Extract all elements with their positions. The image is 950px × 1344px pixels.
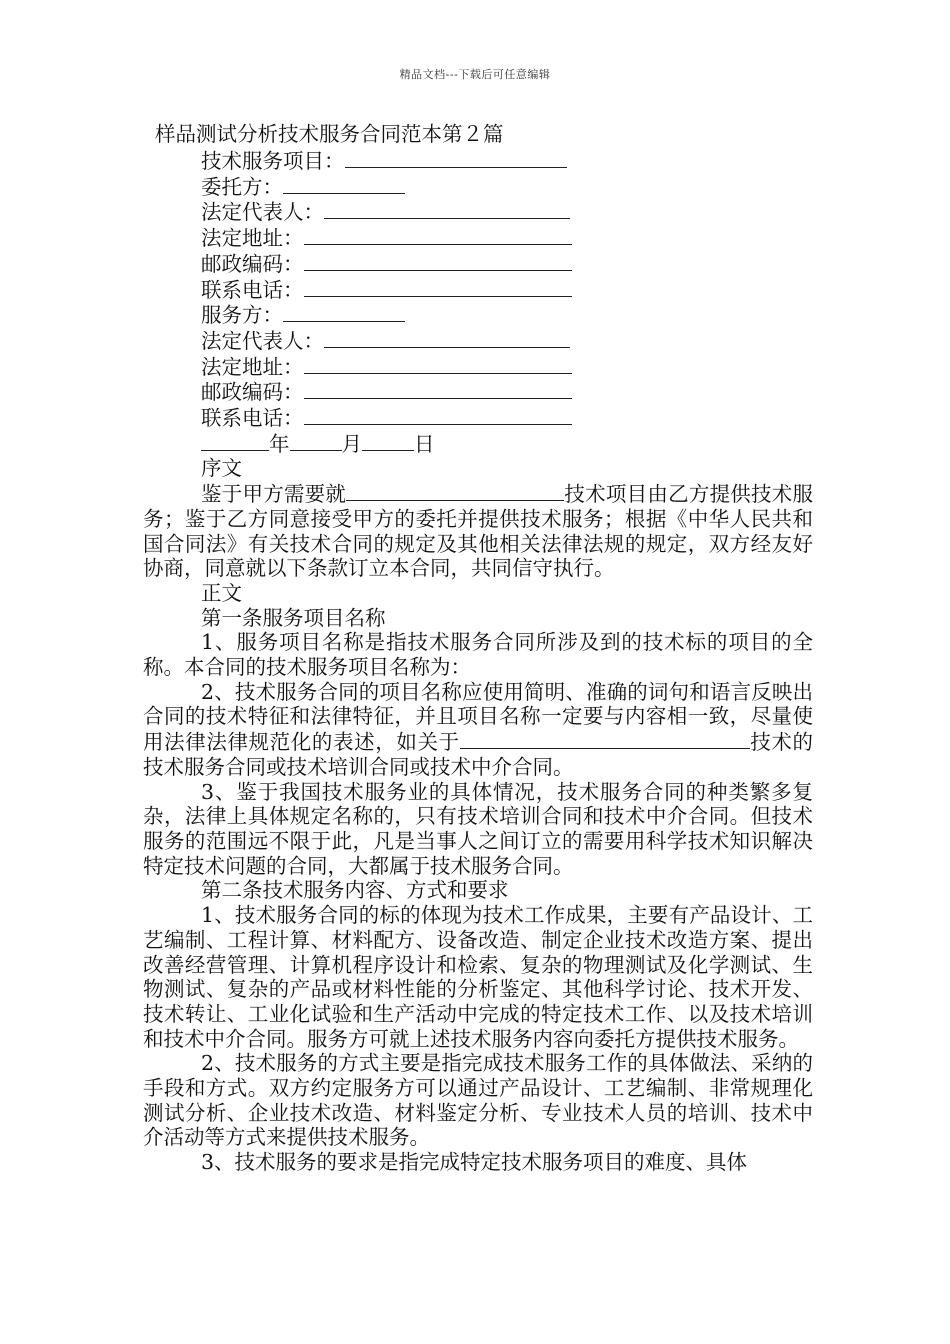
fill-blank xyxy=(304,379,572,399)
fill-blank xyxy=(283,174,405,194)
article-2-paragraph-1: 1、技术服务合同的标的体现为技术工作成果，主要有产品设计、工艺编制、工程计算、材料配方、设备改造、制定企业技术改造方案、提出改善经营管理、计算机程序设计和检索、复杂的物理测试及化学测试、生物测试、复杂的产品或材料性能的分析鉴定、其他科学讨论、技术开发、技术转让、工业化试验和生产活动中完成的特定技术工作、以及技术培训和技术中介合同。服务方可就上述技术服务内容向委托方提供技术服务。 xyxy=(143,903,813,1051)
field-label: 法定地址： xyxy=(201,354,304,379)
fill-blank xyxy=(304,225,572,245)
document-title: 样品测试分析技术服务合同范本第２篇 xyxy=(155,122,504,146)
field-client-phone xyxy=(143,277,813,303)
article-2-paragraph-2: 2、技术服务的方式主要是指完成技术服务工作的具体做法、采纳的手段和方式。双方约定服务方可以通过产品设计、工艺编制、非常规理化测试分析、企业技术改造、材料鉴定分析、专业技术人员的培训、技术中介活动等方式来提供技术服务。 xyxy=(143,1051,813,1150)
field-provider-phone xyxy=(143,405,813,431)
article-2-paragraph-3: 3、技术服务的要求是指完成特定技术服务项目的难度、具体 xyxy=(201,1150,748,1175)
field-label: 法定代表人： xyxy=(201,200,324,225)
field-label: 服务方： xyxy=(201,303,283,328)
day-blank xyxy=(362,431,414,451)
date-line xyxy=(143,431,813,457)
page-header-note: 精品文档---下载后可任意编辑 xyxy=(399,68,551,81)
fill-blank xyxy=(304,277,572,297)
month-blank xyxy=(290,431,342,451)
fill-blank xyxy=(283,302,405,322)
month-label: 月 xyxy=(341,431,362,456)
article-1-paragraph-1: 1、服务项目名称是指技术服务合同所涉及到的技术标的项目的全称。本合同的技术服务项目名称为： xyxy=(143,630,813,680)
article-1-paragraph-3: 3、鉴于我国技术服务业的具体情况，技术服务合同的种类繁多复杂，法律上具体规定名称的，只有技术培训合同和技术中介合同。但技术服务的范围远不限于此，凡是当事人之间订立的需要用科学技术知识解决特定技术问题的合同，大都属于技术服务合同。 xyxy=(143,779,813,878)
article-1-p2-text-start: 2、技术服务合同的项目名称应使用简明、准确的词句和语言反映出合同的技术特征和法律特征，并且项目名称一定要与内容相一致，尽量使用法律法律规范化的表述，如关于 xyxy=(143,679,813,755)
technology-name-blank-cont xyxy=(722,729,750,749)
fill-blank xyxy=(304,354,572,374)
fill-blank xyxy=(304,405,572,425)
field-label: 技术服务项目： xyxy=(201,149,345,173)
field-label: 委托方： xyxy=(201,174,283,199)
field-label: 邮政编码： xyxy=(201,380,304,405)
preface-text-start: 鉴于甲方需要就 xyxy=(201,482,347,507)
fill-blank xyxy=(304,251,572,271)
field-client-postcode xyxy=(143,251,813,277)
preface-text-end: 技术项目由乙方提供技术服务；鉴于乙方同意接受甲方的委托并提供技术服务；根据《中华人民共和国合同法》有关技术合同的规定及其他相关法律法规的规定，双方经友好协商，同意就以下条款订立本合同，共同信守执行。 xyxy=(143,482,814,581)
project-name-blank xyxy=(346,481,564,501)
article-2-heading: 第二条技术服务内容、方式和要求 xyxy=(201,878,509,903)
field-client xyxy=(143,174,813,200)
fill-blank xyxy=(324,328,570,348)
fill-blank xyxy=(324,199,570,219)
preface-paragraph xyxy=(143,481,813,581)
field-label: 法定代表人： xyxy=(201,328,324,353)
field-provider-postcode xyxy=(143,379,813,405)
field-label: 联系电话： xyxy=(201,406,304,431)
field-client-legal-rep xyxy=(143,199,813,225)
field-provider xyxy=(143,302,813,328)
field-service-project xyxy=(143,148,813,174)
article-1-paragraph-2 xyxy=(143,680,813,780)
year-label: 年 xyxy=(269,431,290,456)
article-1-heading: 第一条服务项目名称 xyxy=(201,605,386,630)
technology-name-blank xyxy=(460,729,722,749)
field-provider-legal-rep xyxy=(143,328,813,354)
year-blank xyxy=(201,431,269,451)
field-client-address xyxy=(143,225,813,251)
body-heading: 正文 xyxy=(201,580,242,605)
article-1-p2-text-end: 技术的技术服务合同或技术培训合同或技术中介合同。 xyxy=(143,730,814,779)
field-label: 邮政编码： xyxy=(201,251,304,276)
field-label: 联系电话： xyxy=(201,277,304,302)
document-body xyxy=(143,120,813,1175)
field-label: 法定地址： xyxy=(201,226,304,251)
field-provider-address xyxy=(143,354,813,380)
day-label: 日 xyxy=(414,431,435,456)
fill-blank xyxy=(345,148,567,168)
preface-heading: 序文 xyxy=(201,456,242,481)
